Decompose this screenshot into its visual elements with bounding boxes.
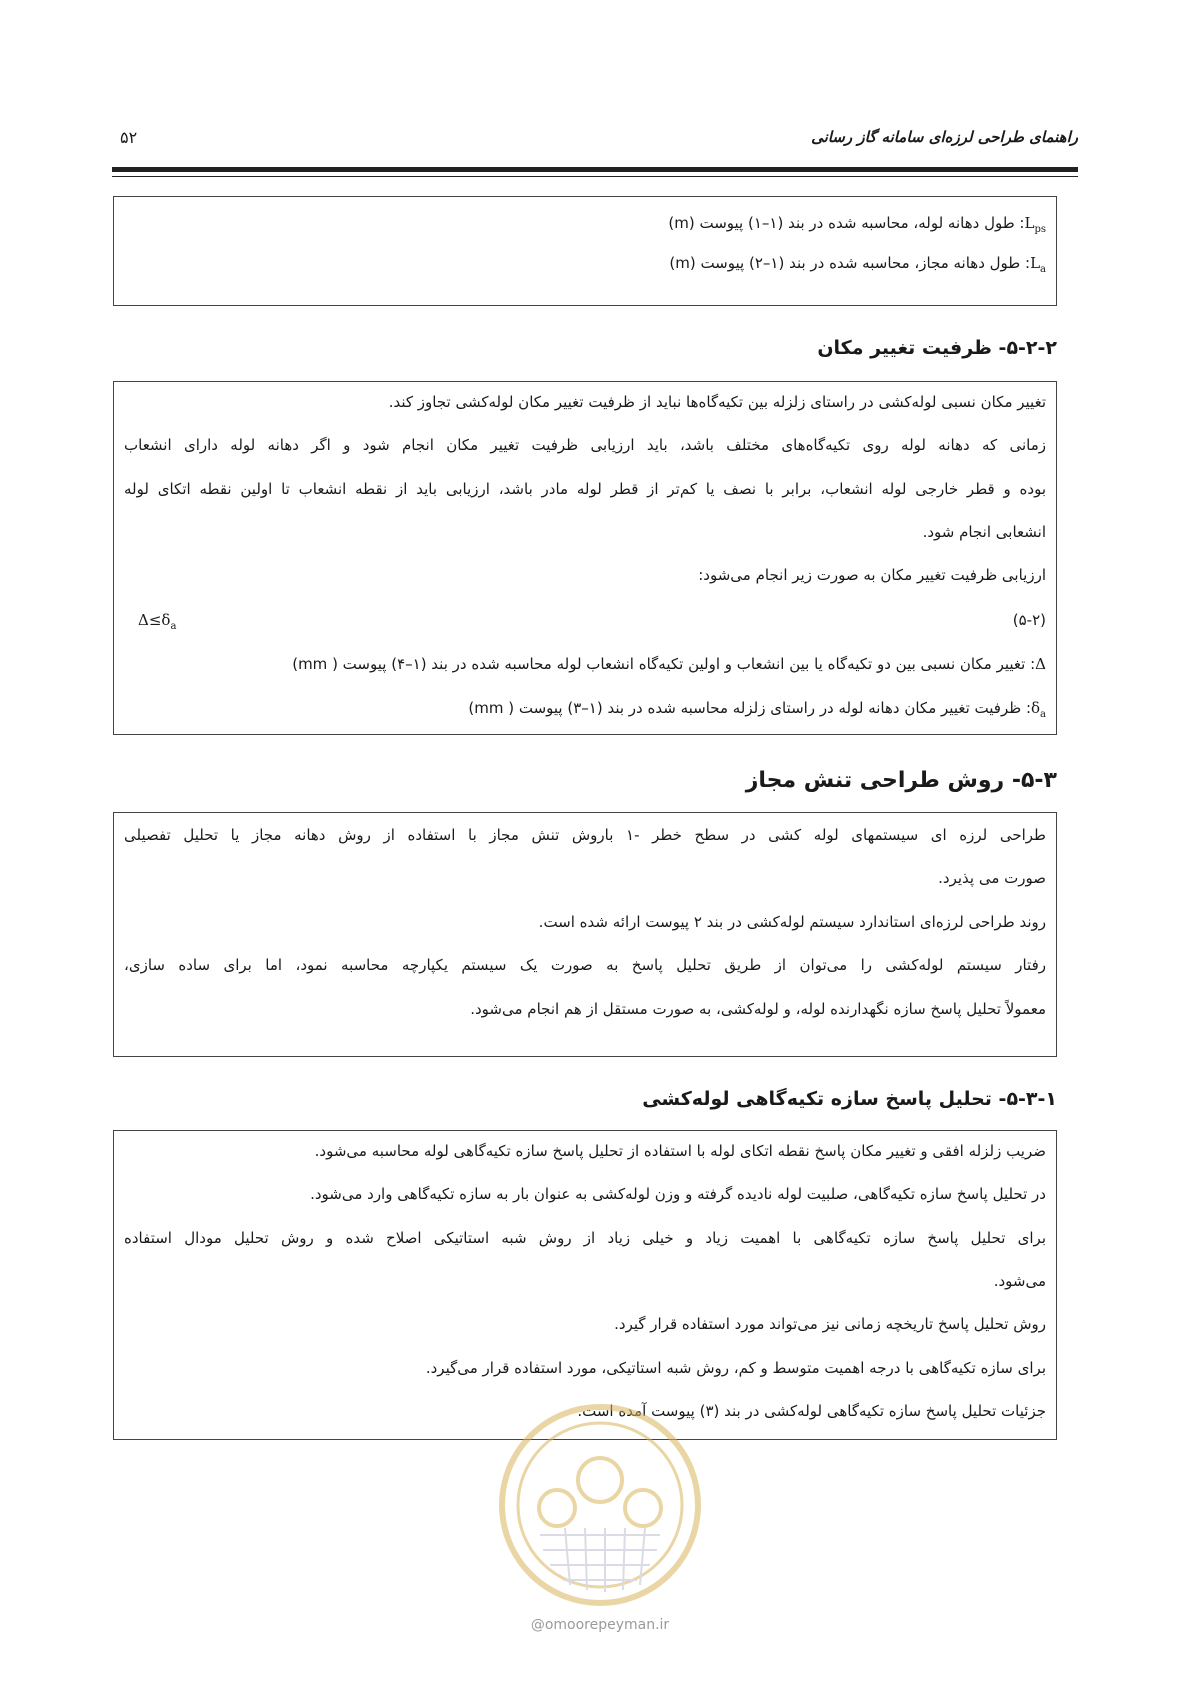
definition-text: : طول دهانه مجاز، محاسبه شده در بند (۱–۲) پیوست (m) bbox=[669, 254, 1031, 272]
section-heading-5-3: ۵-۳- روش طراحی تنش مجاز bbox=[745, 768, 1057, 793]
paragraph-line: معمولاً تحلیل پاسخ سازه نگهدارنده لوله، و لوله‌کشی، به صورت مستقل از هم انجام می‌شود. bbox=[470, 1000, 1046, 1018]
paragraph-line: طراحی لرزه ای سیستمهای لوله کشی در سطح خطر -۱ باروش تنش مجاز با استفاده از روش دهانه مجاز یا تحلیل تفصیلی bbox=[124, 826, 1046, 844]
paragraph-line: جزئیات تحلیل پاسخ سازه تکیه‌گاهی لوله‌کشی در بند (۳) پیوست آمده است. bbox=[577, 1402, 1046, 1420]
symbol-sub-a: a bbox=[1040, 709, 1046, 720]
paragraph-line: زمانی که دهانه لوله روی تکیه‌گاه‌های مختلف باشد، باید ارزیابی ظرفیت تغییر مکان انجام شود و اگر دهانه لوله دارای انشعاب bbox=[124, 436, 1046, 454]
equation-number: (۵-۲) bbox=[1012, 611, 1046, 629]
definition-lps bbox=[124, 211, 1046, 235]
header-rule-thin bbox=[112, 176, 1078, 177]
paragraph-line: می‌شود. bbox=[993, 1272, 1046, 1290]
definition-delta bbox=[124, 652, 1046, 676]
paragraph-line: ضریب زلزله افقی و تغییر مکان پاسخ نقطه اتکای لوله با استفاده از تحلیل پاسخ سازه تکیه‌گاهی لوله محاسبه می‌شود. bbox=[314, 1142, 1046, 1160]
paragraph-line: انشعابی انجام شود. bbox=[922, 523, 1046, 541]
watermark-site-text: @omoorepeyman.ir bbox=[530, 1617, 670, 1633]
paragraph-line: رفتار سیستم لوله‌کشی را می‌توان از طریق تحلیل پاسخ به صورت یک سیستم یکپارچه محاسبه نمود، اما برای ساده سازی، bbox=[124, 956, 1046, 974]
symbol-l: L bbox=[1024, 214, 1035, 232]
paragraph-line: برای تحلیل پاسخ سازه تکیه‌گاهی با اهمیت زیاد و خیلی زیاد از روش شبه استاتیکی اصلاح شده و روش تحلیل مودال استفاده bbox=[124, 1229, 1046, 1247]
definition-delta-a bbox=[124, 696, 1046, 720]
equation-formula bbox=[138, 608, 176, 632]
equation-lhs: Δ≤δ bbox=[138, 611, 171, 629]
paragraph-line: صورت می پذیرد. bbox=[938, 869, 1046, 887]
support-structure-analysis-box bbox=[113, 1130, 1057, 1440]
symbol-l: L bbox=[1030, 254, 1041, 272]
symbol-sub-a: a bbox=[1040, 264, 1046, 275]
definition-la bbox=[124, 251, 1046, 275]
section-heading-5-3-1: ۵-۳-۱- تحلیل پاسخ سازه تکیه‌گاهی لوله‌کشی bbox=[642, 1088, 1057, 1110]
watermark-seal-icon bbox=[495, 1400, 705, 1610]
paragraph-line: در تحلیل پاسخ سازه تکیه‌گاهی، صلبیت لوله نادیده گرفته و وزن لوله‌کشی به عنوان بار به سازه تکیه‌گاهی وارد می‌شود. bbox=[310, 1185, 1046, 1203]
displacement-capacity-box bbox=[113, 381, 1057, 735]
paragraph-line: روند طراحی لرزه‌ای استاندارد سیستم لوله‌کشی در بند ۲ پیوست ارائه شده است. bbox=[538, 913, 1046, 931]
definition-text: : طول دهانه لوله، محاسبه شده در بند (۱–۱) پیوست (m) bbox=[668, 214, 1025, 232]
header-rule-thick bbox=[112, 167, 1078, 172]
paragraph-line: ارزیابی ظرفیت تغییر مکان به صورت زیر انجام می‌شود: bbox=[698, 566, 1046, 584]
symbol-delta: Δ bbox=[1035, 655, 1046, 673]
definitions-box bbox=[113, 196, 1057, 306]
definition-text: : تغییر مکان نسبی بین دو تکیه‌گاه یا بین انشعاب و اولین تکیه‌گاه انشعاب لوله محاسبه شده در بند (۱–۴) پیوست ( mm) bbox=[292, 655, 1036, 673]
paragraph-line: بوده و قطر خارجی لوله انشعاب، برابر با نصف یا کم‌تر از قطر لوله مادر باشد، ارزیابی باید از نقطه انشعاب تا اولین نقطه اتکای لوله bbox=[124, 480, 1046, 498]
section-heading-5-2-2: ۵-۲-۲- ظرفیت تغییر مکان bbox=[817, 337, 1057, 359]
paragraph-line: تغییر مکان نسبی لوله‌کشی در راستای زلزله بین تکیه‌گاه‌ها نباید از ظرفیت تغییر مکان لوله‌کشی تجاوز کند. bbox=[388, 393, 1046, 411]
symbol-sub-ps: ps bbox=[1034, 224, 1046, 235]
equation-sub: a bbox=[170, 621, 177, 632]
page-header bbox=[112, 128, 1078, 158]
allowable-stress-box bbox=[113, 812, 1057, 1057]
symbol-small-delta: δ bbox=[1031, 699, 1041, 717]
page-number: ۵۲ bbox=[120, 128, 138, 147]
definition-text: : ظرفیت تغییر مکان دهانه لوله در راستای زلزله محاسبه شده در بند (۱–۳) پیوست ( mm) bbox=[468, 699, 1031, 717]
running-title: راهنمای طراحی لرزه‌ای سامانه گاز رسانی bbox=[811, 128, 1078, 146]
paragraph-line: برای سازه تکیه‌گاهی با درجه اهمیت متوسط و کم، روش شبه استاتیکی، مورد استفاده قرار می‌گیرد. bbox=[425, 1359, 1046, 1377]
paragraph-line: روش تحلیل پاسخ تاریخچه زمانی نیز می‌تواند مورد استفاده قرار گیرد. bbox=[614, 1315, 1046, 1333]
